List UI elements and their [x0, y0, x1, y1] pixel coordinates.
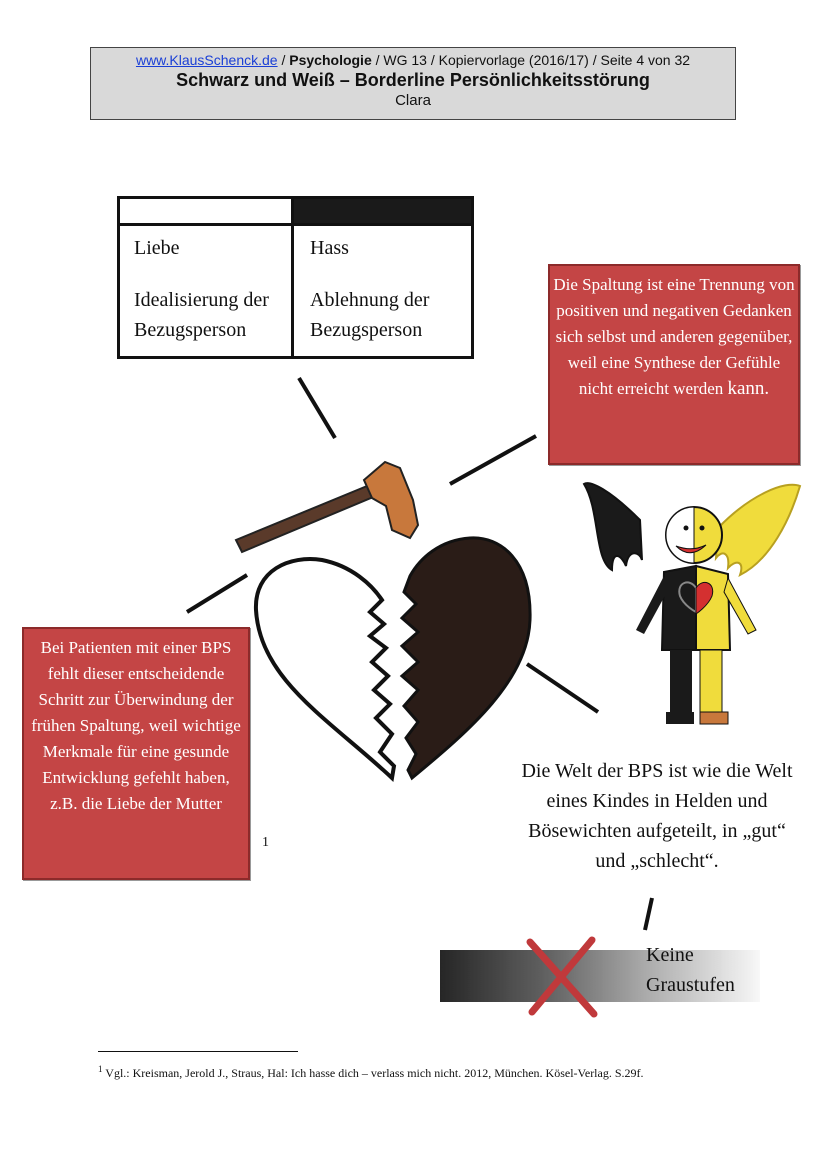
- no-greyscale-line1: Keine: [646, 944, 694, 966]
- footnote-mark: 1: [98, 1064, 103, 1074]
- page-title: Schwarz und Weiß – Borderline Persönlichkeitsstörung: [176, 70, 650, 90]
- info-box-splitting-last-word: kann.: [727, 378, 770, 399]
- world-of-bps-text: Die Welt der BPS ist wie die Welt eines Kindes in Helden und Bösewichten aufgeteilt, in „gut“ und „schlecht“.: [521, 760, 793, 872]
- no-greyscale-label: [646, 940, 735, 1000]
- footnote-divider: [98, 1051, 298, 1052]
- author-name: Clara: [395, 92, 431, 109]
- header-rest: / WG 13 / Kopiervorlage (2016/17) / Seite 4 von 32: [371, 52, 691, 68]
- footnote-text: Vgl.: Kreisman, Jerold J., Straus, Hal: Ich hasse dich – verlass mich nicht. 2012, München. Kösel-Verlag. S.29f.: [102, 1066, 644, 1080]
- footnote-reference: 1: [262, 835, 269, 850]
- header-subject: Psychologie: [289, 52, 372, 68]
- info-box-patients-text: Bei Patienten mit einer BPS fehlt dieser entscheidende Schritt zur Überwindung der frühen Spaltung, weil wichtige Merkmale für eine gesunde Entwicklung gefehlt haben,: [31, 638, 241, 787]
- no-greyscale-line2: Graustufen: [646, 974, 735, 996]
- table-cell-love: Liebe: [134, 237, 180, 259]
- table-cell-idealization: Idealisierung der Bezugsperson: [134, 289, 269, 341]
- website-link[interactable]: www.KlausSchenck.de: [135, 52, 278, 68]
- info-box-patients-last-line: z.B. die Liebe der Mutter: [50, 794, 222, 813]
- header-separator: /: [277, 52, 290, 68]
- table-cell-hate: Hass: [310, 237, 349, 259]
- cross-icon: [530, 940, 594, 1014]
- footnote: [98, 1061, 718, 1081]
- table-cell-rejection: Ablehnung der Bezugsperson: [310, 289, 430, 341]
- info-box-splitting-text: Die Spaltung ist eine Trennung von positiven und negativen Gedanken sich selbst und anderen gegenüber, weil eine Synthese der Gefühle nicht erreicht werden: [553, 275, 795, 398]
